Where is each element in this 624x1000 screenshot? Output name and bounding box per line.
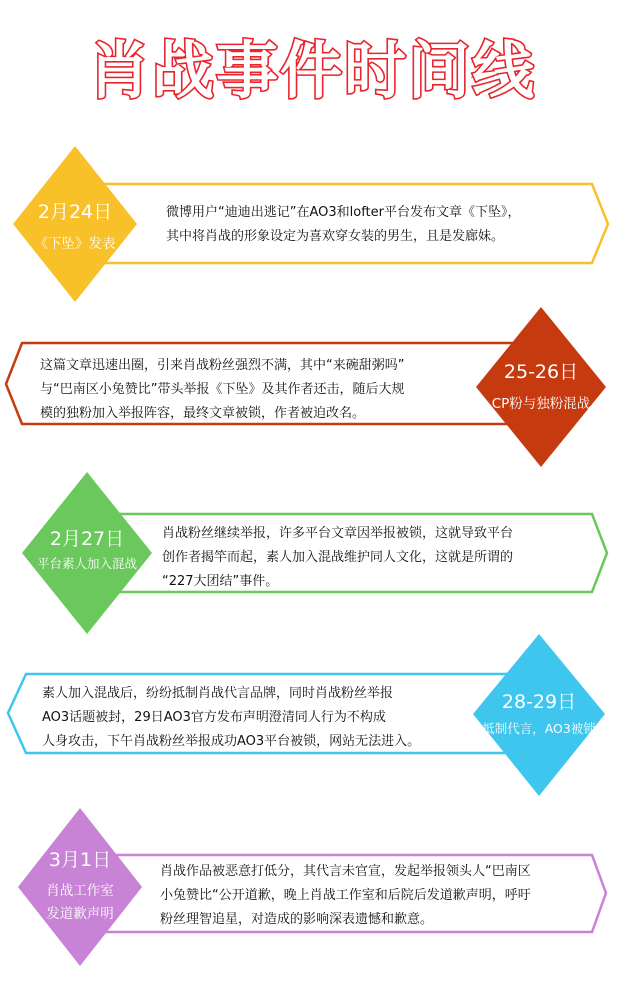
event-5-subtitle-line-2: 发道歉声明 — [46, 906, 114, 922]
event-3-subtitle: 平台素人加入混战 — [36, 556, 138, 571]
event-5-subtitle-line-1: 肖战工作室 — [46, 883, 114, 899]
event-2-description — [40, 354, 404, 426]
event-1-subtitle: 《下坠》发表 — [34, 236, 116, 252]
event-4-subtitle: 抵制代言，AO3被锁 — [482, 721, 596, 736]
event-4-line-1: 素人加入混战后，纷纷抵制肖战代言品牌，同时肖战粉丝举报 — [42, 686, 394, 701]
event-3-line-1: 肖战粉丝继续举报，许多平台文章因举报被锁，这就导致平台 — [162, 526, 514, 541]
event-4-diamond — [473, 634, 605, 796]
event-3-date: 2月27日 — [49, 528, 125, 550]
event-1-date: 2月24日 — [37, 201, 113, 223]
event-2-diamond — [476, 307, 606, 467]
event-5-line-3: 粉丝理智追星，对造成的影响深表遗憾和歉意。 — [160, 912, 434, 927]
event-3-description — [162, 522, 513, 594]
event-1-diamond — [13, 146, 137, 302]
event-5-line-1: 肖战作品被恶意打低分，其代言未官宣，发起举报领头人“巴南区 — [160, 864, 531, 879]
event-2-line-1: 这篇文章迅速出圈，引来肖战粉丝强烈不满，其中“来碗甜粥吗” — [40, 358, 405, 373]
page-title: 肖战事件时间线 — [87, 34, 537, 107]
event-1-description — [166, 201, 521, 249]
event-2-subtitle: CP粉与独粉混战 — [491, 396, 591, 412]
event-1-line-2: 其中将肖战的形象设定为喜欢穿女装的男生，且是发廊妹。 — [166, 229, 505, 244]
event-4-line-2: AO3话题被封，29日AO3官方发布声明澄清同人行为不构成 — [42, 710, 386, 725]
event-3-line-3: “227大团结”事件。 — [162, 574, 279, 589]
event-5-date: 3月1日 — [48, 849, 112, 871]
event-3-line-2: 创作者揭竿而起，素人加入混战维护同人文化，这就是所谓的 — [162, 550, 514, 565]
event-1-line-1: 微博用户“迪迪出逃记”在AO3和lofter平台发布文章《下坠》， — [166, 205, 521, 220]
event-3-diamond — [22, 472, 152, 634]
event-2-date: 25-26日 — [503, 361, 579, 383]
event-2-line-3: 模的独粉加入举报阵容，最终文章被锁，作者被迫改名。 — [40, 406, 366, 421]
event-4-line-3: 人身攻击，下午肖战粉丝举报成功AO3平台被锁，网站无法进入。 — [42, 734, 421, 749]
event-4-description — [42, 682, 420, 754]
event-5-line-2: 小兔赞比“公开道歉，晚上肖战工作室和后院后发道歉声明，呼吁 — [160, 888, 531, 903]
event-4-date: 28-29日 — [501, 691, 577, 713]
event-5-description — [160, 860, 531, 932]
event-2-line-2: 与“巴南区小兔赞比”带头举报《下坠》及其作者还击，随后大规 — [40, 382, 405, 397]
